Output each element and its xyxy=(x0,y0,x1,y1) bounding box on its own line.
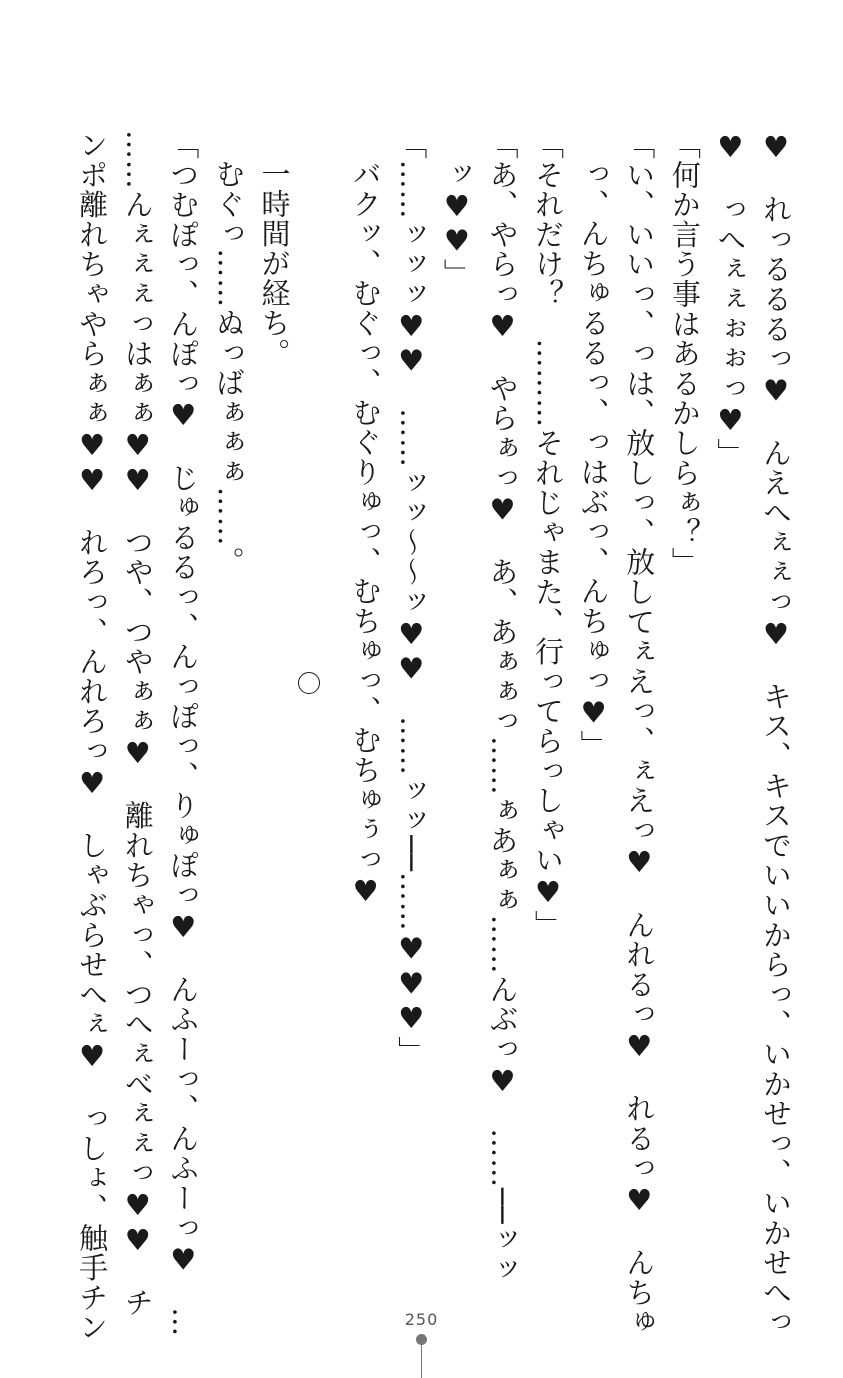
text-line-11: 一時間が経ち。 xyxy=(257,159,292,368)
text-line-12: むぐっ……ぬっばぁぁぁ……。 xyxy=(211,159,246,577)
text-line-8: ッ♥♥」 xyxy=(439,159,474,289)
text-line-1: ♥ れっるるるっ♥ んえへぇぇっ♥ キス、キスでいいからっ、いかせっ、いかせへっ xyxy=(759,130,793,1337)
text-line-9: 「……ッッッ♥♥ ……ッッ〜〜ッ♥♥ ……ッッ──……♥♥♥」 xyxy=(394,130,429,1066)
folio-rule xyxy=(421,1344,422,1378)
text-line-13: 「つむぽっ、んぽっ♥ じゅるるっ、んっぽっ、りゅぽっ♥ んふーっ、んふーっ♥ … xyxy=(166,130,201,1337)
text-line-6: 「それだけ？ ………それじゃまた、行ってらっしゃい♥」 xyxy=(531,130,566,940)
text-line-10: バクッ、むぐっ、むぐりゅっ、むちゅっ、むちゅぅっ♥ xyxy=(348,159,383,909)
page-number: 250 xyxy=(404,1310,439,1329)
text-line-3: 「何か言う事はあるかしらぁ？」 xyxy=(667,130,702,577)
text-line-14: ……んぇぇぇっはぁぁ♥♥ つや、つやぁぁ♥ 離れちゃっ、つへぇべぇぇっ♥♥ チ xyxy=(120,130,155,1318)
text-line-2: ♥ っへぇぇぉぉっ♥」 xyxy=(713,130,748,468)
text-line-4: 「い、いいっ、っは、放しっ、放してぇえっ、ぇえっ♥ んれるっ♥ れるっ♥ んちゅ xyxy=(622,130,657,1337)
scene-break-circle-icon xyxy=(298,672,320,694)
text-line-15: ンポ離れちゃやらぁぁ♥♥ れろっ、んれろっ♥ しゃぶらせへぇ♥ っしょ、触手チン xyxy=(75,130,110,1342)
text-line-7: 「あ、やらっ♥ やらぁっ♥ あ、あぁぁっ……ぁあぁぁ……んぶっ♥ ……──ッッ xyxy=(485,130,520,1285)
text-line-5: っ、んちゅるるっ、っはぶっ、んちゅっ♥」 xyxy=(576,159,611,760)
